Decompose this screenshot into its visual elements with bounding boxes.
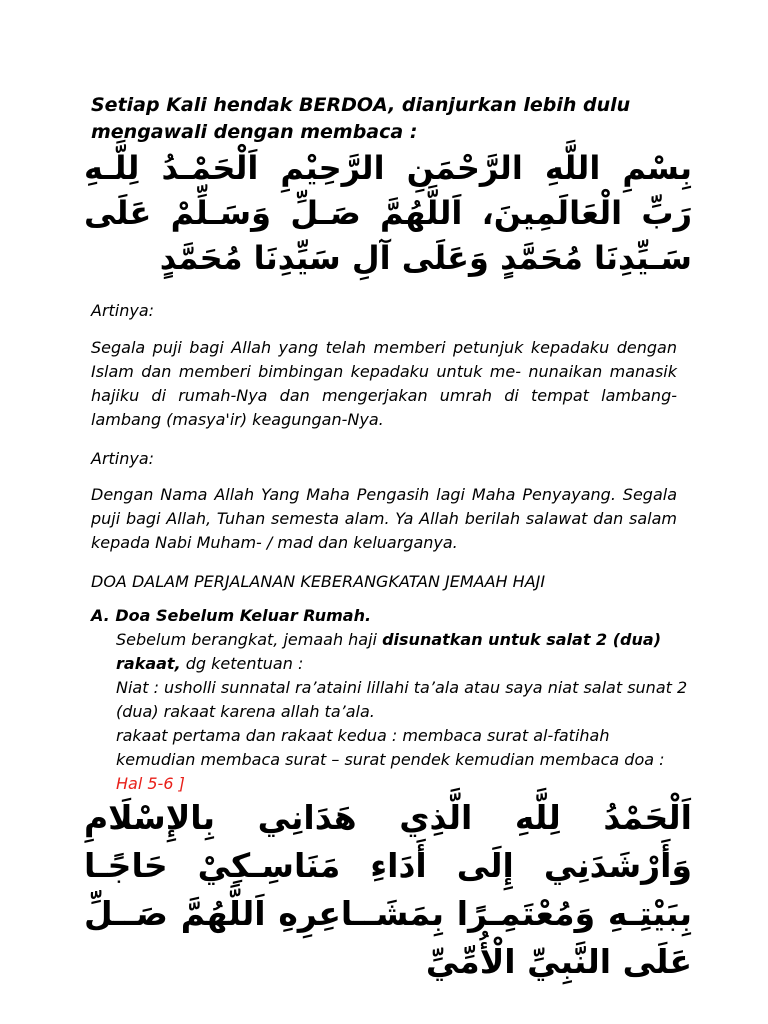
niat-text: Niat : usholli sunnatal ra’ataini lillahi ta’ala atau saya niat salat sunat 2 (dua) rakaat karena allah ta’ala. <box>116 678 688 721</box>
translation-label-2: Artinya: <box>91 449 155 468</box>
instruction-suffix: dg ketentuan : <box>180 654 304 673</box>
section-a-title: A. Doa Sebelum Keluar Rumah. <box>91 606 372 625</box>
section-heading: DOA DALAM PERJALANAN KEBERANGKATAN JEMAAH HAJI <box>91 572 546 591</box>
arabic-departure-prayer: اَلْحَمْدُ لِلَّهِ الَّذِي هَدَانِي بِالإِسْلَامِ وَأَرْشَدَنِي إِلَى أَدَاءِ مَنَاسِـكِيْ حَاجًـا بِبَيْتِـهِ وَمُعْتَمِـرًا بِمَشَــاعِرِهِ اَللَّهُمَّ صَــلِّ عَلَى النَّبِيِّ الْأُمِّيِّ <box>84 798 692 981</box>
section-a <box>91 604 691 796</box>
rakaat-instruction <box>116 724 691 796</box>
translation-label-1: Artinya: <box>91 301 155 320</box>
arabic-opening-prayer: بِسْمِ اللَّهِ الرَّحْمَنِ الرَّحِيْمِ اَلْحَمْـدُ لِلَّـهِ رَبِّ الْعَالَمِينَ، اَللَّهُمَّ صَـلِّ وَسَـلِّمْ عَلَى سَـيِّدِنَا مُحَمَّدٍ وَعَلَى آلِ سَيِّدِنَا مُحَمَّدٍ <box>84 149 692 277</box>
translation-text-1: Segala puji bagi Allah yang telah memberi petunjuk kepadaku dengan Islam dan memberi bimbingan kepadaku untuk me- nunaikan manasik hajiku di rumah-Nya dan mengerjakan umrah di tempat lambang- lambang (masya'ir) keagungan-Nya. <box>91 338 677 429</box>
page-reference: Hal 5-6 ] <box>116 774 185 793</box>
rakaat-text: rakaat pertama dan rakaat kedua : membaca surat al-fatihah kemudian membaca surat – surat pendek kemudian membaca doa : <box>116 726 665 769</box>
intro-text: Setiap Kali hendak BERDOA, dianjurkan lebih dulu mengawali dengan membaca : <box>91 94 631 143</box>
instruction-bold: disunatkan untuk salat 2 (dua) rakaat, <box>116 630 661 673</box>
section-a-body <box>91 628 691 796</box>
translation-text-2: Dengan Nama Allah Yang Maha Pengasih lagi Maha Penyayang. Segala puji bagi Allah, Tuhan semesta alam. Ya Allah berilah salawat dan salam kepada Nabi Muham- / mad dan keluarganya. <box>91 485 677 552</box>
instruction-prefix: Sebelum berangkat, jemaah haji <box>116 630 383 649</box>
section-a-instruction <box>116 628 691 676</box>
